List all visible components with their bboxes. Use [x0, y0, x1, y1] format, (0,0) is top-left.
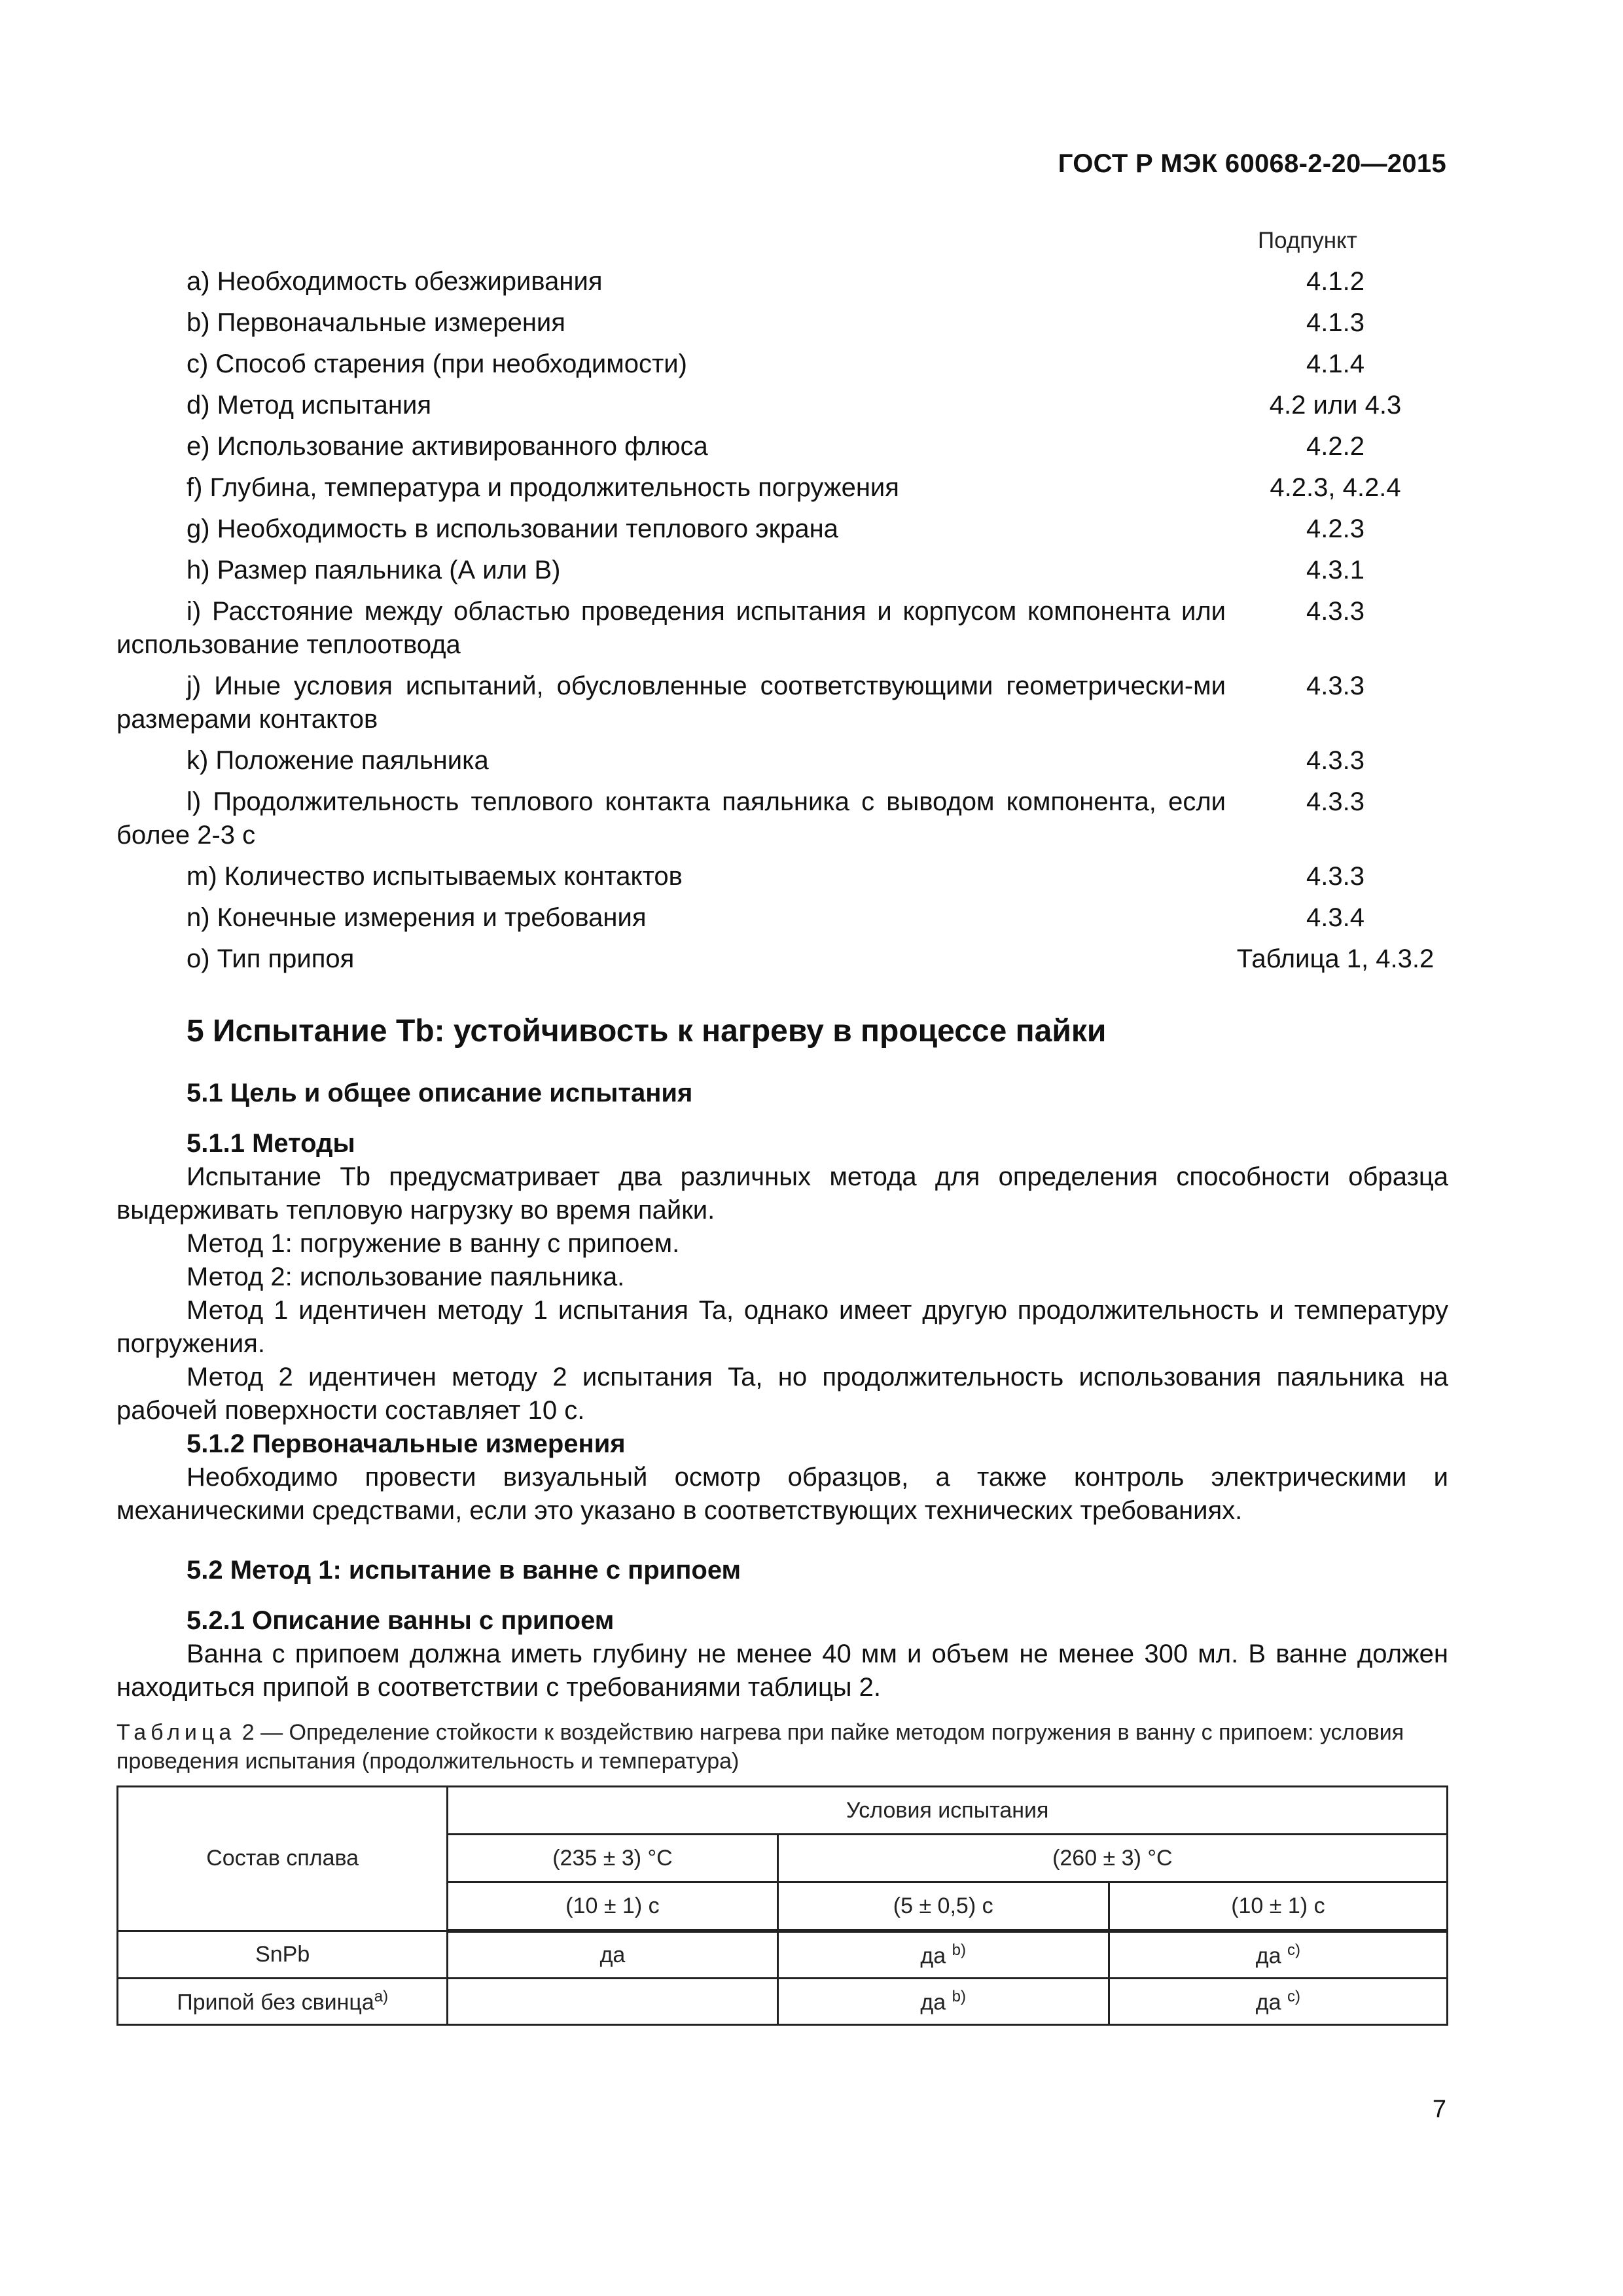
list-item-text: d) Метод испытания — [187, 391, 432, 420]
list-item — [116, 430, 1448, 463]
list-item-ref: 4.3.3 — [1306, 746, 1364, 775]
list-item-text: c) Способ старения (при необходимости) — [187, 350, 687, 378]
table-caption-text: 2 — Определение стойкости к воздействию нагрева при пайке методом погружения в ванну с припоем: условия проведения испытания (продолжительность и температура) — [116, 1720, 1404, 1774]
table-cell — [448, 1979, 777, 2025]
table-header-time-10: (10 ± 1) с — [448, 1882, 777, 1931]
table-cell-alloy: SnPb — [118, 1931, 448, 1979]
list-item — [116, 554, 1448, 587]
table-header-temp-235: (235 ± 3) °C — [448, 1835, 777, 1882]
list-item-ref: 4.3.3 — [1306, 862, 1364, 891]
list-item-text: e) Использование активированного флюса — [187, 432, 708, 461]
list-item-ref: 4.3.3 — [1306, 597, 1364, 626]
list-item — [116, 785, 1448, 852]
list-item-text: a) Необходимость обезжиривания — [187, 267, 603, 296]
list-item — [116, 471, 1448, 505]
table-cell — [1109, 1931, 1447, 1979]
subsection-5-1-2-heading: 5.1.2 Первоначальные измерения — [187, 1429, 626, 1458]
list-item-text: g) Необходимость в использовании теплового экрана — [187, 514, 838, 543]
table-header-conditions: Условия испытания — [448, 1787, 1448, 1835]
list-item-ref: 4.2.3, 4.2.4 — [1270, 473, 1401, 502]
list-item — [116, 512, 1448, 546]
table-header-time-5: (5 ± 0,5) с — [777, 1882, 1109, 1931]
list-item-text: n) Конечные измерения и требования — [187, 903, 647, 932]
table-cell-value: да — [920, 1943, 946, 1969]
table-cell-value: да — [1255, 1990, 1281, 2015]
list-item-text: k) Положение паяльника — [187, 746, 489, 775]
footnote-mark: a) — [374, 1987, 389, 2005]
list-item-ref: 4.3.4 — [1306, 903, 1364, 932]
list-item — [116, 265, 1448, 298]
table-cell-value: Припой без свинца — [177, 1990, 374, 2015]
list-item — [116, 389, 1448, 422]
list-item — [116, 901, 1448, 935]
list-item-ref: Таблица 1, 4.3.2 — [1236, 944, 1435, 973]
list-item-ref: 4.2 или 4.3 — [1269, 391, 1402, 420]
list-item-ref: 4.3.1 — [1306, 556, 1364, 584]
list-item-text: f) Глубина, температура и продолжительность погружения — [187, 473, 899, 502]
list-item — [116, 595, 1448, 662]
list-item-ref: 4.3.3 — [1306, 787, 1364, 816]
subsection-5-1-1-heading: 5.1.1 Методы — [187, 1129, 355, 1158]
table-cell-value: да — [1255, 1943, 1281, 1969]
table-caption-label: Таблица — [116, 1720, 236, 1745]
page-number: 7 — [1432, 2096, 1446, 2123]
table-row — [118, 1931, 1448, 1979]
list-item-ref: 4.1.3 — [1306, 308, 1364, 337]
table-header-time-10b: (10 ± 1) с — [1109, 1882, 1447, 1931]
table-cell-alloy — [118, 1979, 448, 2025]
list-item-text: i) Расстояние между областью проведения испытания и корпусом компонента или использование теплоотвода — [116, 597, 1226, 659]
list-column-header: Подпункт — [1258, 228, 1357, 253]
list-item-ref: 4.1.2 — [1306, 267, 1364, 296]
paragraph: Метод 2: использование паяльника. — [187, 1263, 625, 1291]
paragraph: Метод 1: погружение в ванну с припоем. — [187, 1229, 680, 1258]
table-cell-value: да — [920, 1990, 946, 2015]
table-2-caption — [116, 1718, 1448, 1776]
subsection-5-1-heading: 5.1 Цель и общее описание испытания — [187, 1079, 693, 1107]
list-item — [116, 942, 1448, 976]
list-item-text: b) Первоначальные измерения — [187, 308, 565, 337]
list-item-text: h) Размер паяльника (А или В) — [187, 556, 561, 584]
table-cell: да — [448, 1931, 777, 1979]
footnote-mark: b) — [952, 1941, 966, 1959]
list-item-ref: 4.2.2 — [1306, 432, 1364, 461]
section-5-body — [116, 1077, 1448, 1704]
list-item-ref: 4.3.3 — [1306, 672, 1364, 700]
paragraph: Ванна с припоем должна иметь глубину не менее 40 мм и объем не менее 300 мл. В ванне должен находиться припой в соответствии с требованиями таблицы 2. — [116, 1640, 1448, 1702]
list-item-text: l) Продолжительность теплового контакта паяльника с выводом компонента, если более 2-3 с — [116, 787, 1226, 850]
table-cell — [1109, 1979, 1447, 2025]
table-cell — [777, 1979, 1109, 2025]
footnote-mark: b) — [952, 1987, 966, 2005]
table-2 — [116, 1785, 1448, 2026]
section-5-heading: 5 Испытание Tb: устойчивость к нагреву в процессе пайки — [187, 1014, 1107, 1049]
table-header-temp-260: (260 ± 3) °C — [777, 1835, 1447, 1882]
list-item-ref: 4.2.3 — [1306, 514, 1364, 543]
list-item — [116, 306, 1448, 340]
paragraph: Метод 2 идентичен методу 2 испытания Ta, но продолжительность использования паяльника на рабочей поверхности составляет 10 с. — [116, 1363, 1448, 1425]
subsection-5-2-heading: 5.2 Метод 1: испытание в ванне с припоем — [187, 1556, 741, 1585]
paragraph: Испытание Tb предусматривает два различных метода для определения способности образца выдерживать тепловую нагрузку во время пайки. — [116, 1162, 1448, 1225]
paragraph: Метод 1 идентичен методу 1 испытания Ta, однако имеет другую продолжительность и температуру погружения. — [116, 1296, 1448, 1358]
list-item — [116, 670, 1448, 736]
table-row — [118, 1979, 1448, 2025]
list-item-ref: 4.1.4 — [1306, 350, 1364, 378]
document-header-code: ГОСТ Р МЭК 60068-2-20—2015 — [1058, 149, 1446, 178]
footnote-mark: c) — [1287, 1987, 1300, 2005]
requirements-list — [116, 265, 1448, 984]
list-item — [116, 744, 1448, 778]
list-item-text: o) Тип припоя — [187, 944, 355, 973]
subsection-5-2-1-heading: 5.2.1 Описание ванны с припоем — [187, 1606, 615, 1635]
footnote-mark: c) — [1287, 1941, 1300, 1959]
table-cell — [777, 1931, 1109, 1979]
list-item — [116, 348, 1448, 381]
list-item-text: m) Количество испытываемых контактов — [187, 862, 683, 891]
list-item — [116, 860, 1448, 893]
paragraph: Необходимо провести визуальный осмотр образцов, а также контроль электрическими и механическими средствами, если это указано в соответствующих технических требованиях. — [116, 1463, 1448, 1525]
list-item-text: j) Иные условия испытаний, обусловленные соответствующими геометрически-ми размерами контактов — [116, 672, 1226, 734]
table-header-alloy: Состав сплава — [118, 1787, 448, 1931]
